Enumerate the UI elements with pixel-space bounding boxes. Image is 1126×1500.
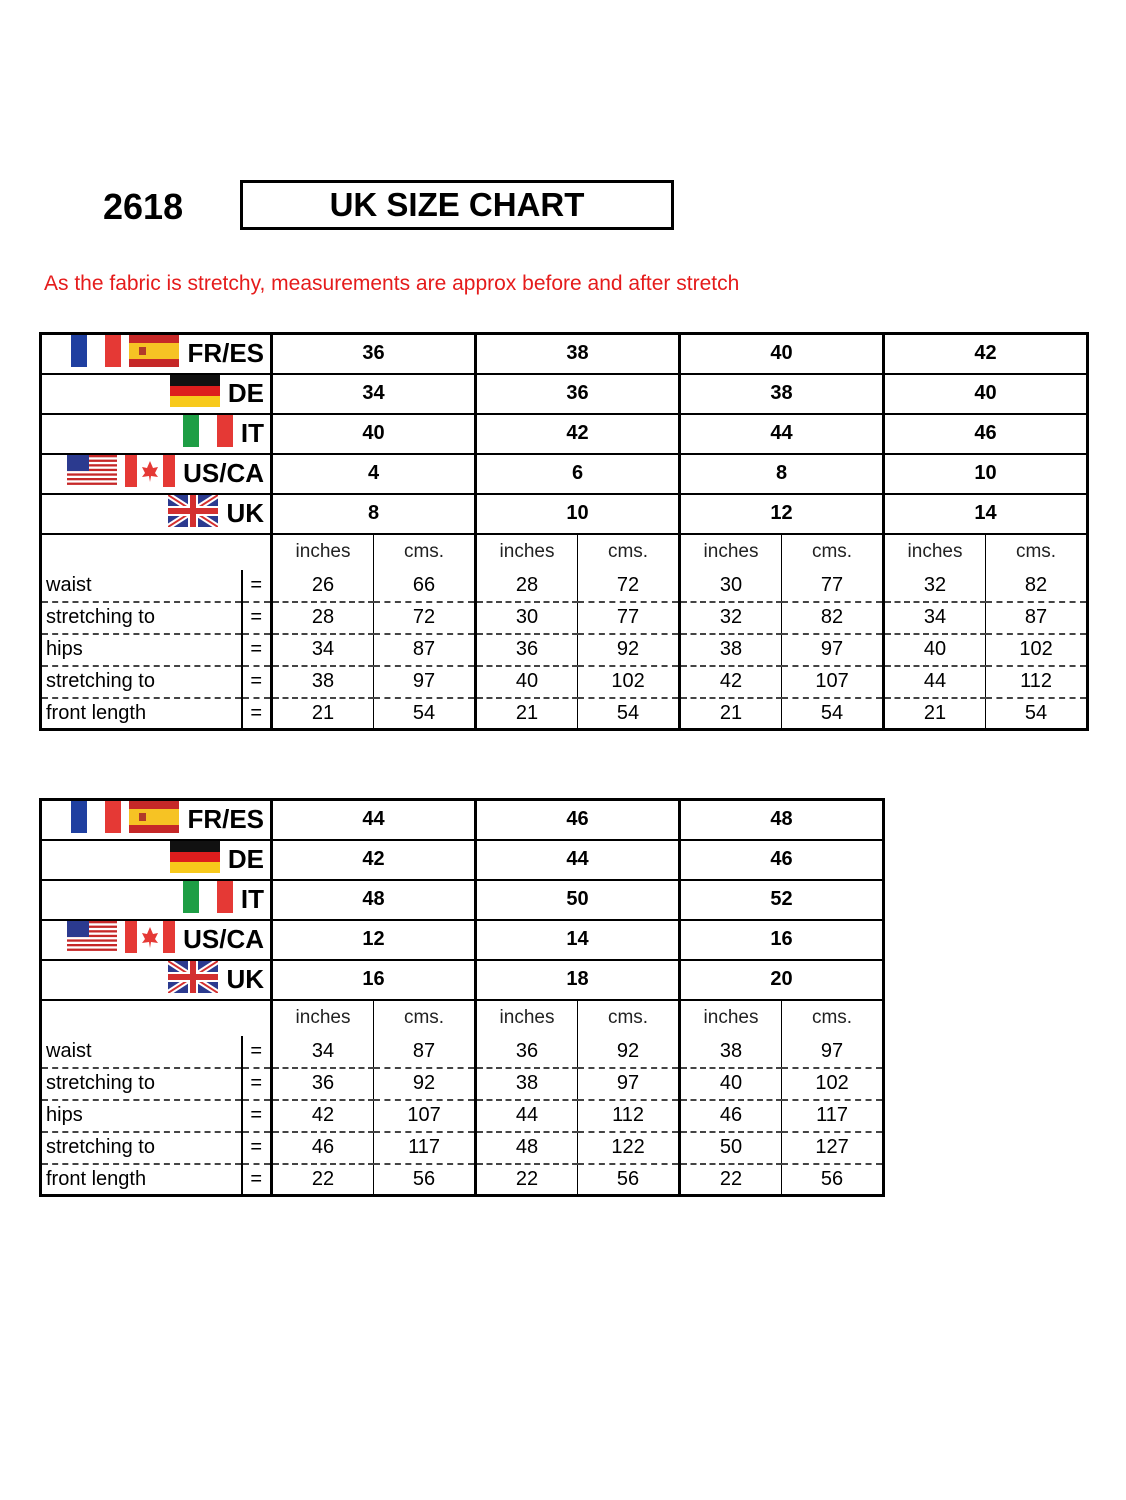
region-name: UK — [226, 964, 265, 994]
size-value: 12 — [680, 494, 884, 534]
equals-sign: = — [242, 634, 272, 666]
equals-sign: = — [242, 1068, 272, 1100]
size-value: 38 — [680, 374, 884, 414]
region-label-cell — [41, 374, 272, 414]
measurement-label: stretching to — [41, 1132, 242, 1164]
measurement-cms: 82 — [986, 570, 1088, 602]
region-row-it — [41, 414, 1088, 454]
measurement-cms: 117 — [374, 1132, 476, 1164]
size-value: 44 — [476, 840, 680, 880]
measurement-inches: 50 — [680, 1132, 782, 1164]
measurement-inches: 21 — [680, 698, 782, 730]
measurement-inches: 48 — [476, 1132, 578, 1164]
size-value: 8 — [272, 494, 476, 534]
size-value: 50 — [476, 880, 680, 920]
region-name: UK — [226, 498, 265, 528]
region-row-de — [41, 840, 884, 880]
measurement-inches: 42 — [680, 666, 782, 698]
measurement-label: waist — [41, 570, 242, 602]
unit-header-blank — [41, 1000, 272, 1036]
unit-cms-label: cms. — [374, 534, 476, 570]
size-value: 52 — [680, 880, 884, 920]
measurement-cms: 92 — [578, 634, 680, 666]
region-row-fr-es — [41, 800, 884, 840]
measurement-label: front length — [41, 698, 242, 730]
size-value: 6 — [476, 454, 680, 494]
measurement-cms: 77 — [578, 602, 680, 634]
unit-inches-label: inches — [680, 1000, 782, 1036]
size-value: 14 — [476, 920, 680, 960]
measurement-inches: 21 — [272, 698, 374, 730]
size-value: 18 — [476, 960, 680, 1000]
measurement-cms: 92 — [374, 1068, 476, 1100]
measurement-label: stretching to — [41, 666, 242, 698]
measurement-label: waist — [41, 1036, 242, 1068]
measurement-cms: 87 — [374, 634, 476, 666]
measurement-cms: 112 — [578, 1100, 680, 1132]
measurement-row — [41, 698, 1088, 730]
size-value: 34 — [272, 374, 476, 414]
unit-cms-label: cms. — [1015, 541, 1057, 562]
size-value: 42 — [476, 414, 680, 454]
chart-title: UK SIZE CHART — [240, 180, 674, 230]
flag-spain-icon — [129, 335, 179, 372]
size-table-2 — [39, 798, 885, 1197]
measurement-cms: 72 — [374, 602, 476, 634]
measurement-row — [41, 570, 1088, 602]
flag-uk-icon — [168, 961, 218, 998]
equals-sign: = — [242, 602, 272, 634]
measurement-cms: 56 — [374, 1164, 476, 1196]
region-row-us-ca — [41, 920, 884, 960]
size-table-1 — [39, 332, 1089, 731]
measurement-inches: 46 — [272, 1132, 374, 1164]
size-value: 12 — [272, 920, 476, 960]
unit-inches-label: inches — [272, 1000, 374, 1036]
equals-sign: = — [242, 1036, 272, 1068]
region-label-cell — [41, 840, 272, 880]
size-value: 44 — [272, 800, 476, 840]
region-label-cell — [41, 880, 272, 920]
equals-sign: = — [242, 1132, 272, 1164]
measurement-inches: 40 — [476, 666, 578, 698]
measurement-inches: 38 — [476, 1068, 578, 1100]
measurement-label: stretching to — [41, 602, 242, 634]
measurement-label: hips — [41, 634, 242, 666]
equals-sign: = — [242, 1100, 272, 1132]
measurement-inches: 44 — [884, 666, 986, 698]
size-value: 10 — [476, 494, 680, 534]
measurement-label: stretching to — [41, 1068, 242, 1100]
unit-cms-label: cms. — [811, 1007, 853, 1028]
region-name: DE — [227, 378, 265, 408]
flag-canada-icon — [125, 921, 175, 958]
equals-sign: = — [242, 666, 272, 698]
size-value: 8 — [680, 454, 884, 494]
flag-germany-icon — [170, 375, 220, 412]
measurement-label: front length — [41, 1164, 242, 1196]
measurement-inches: 46 — [680, 1100, 782, 1132]
region-name: US/CA — [183, 458, 265, 488]
flag-france-icon — [71, 801, 121, 838]
flag-canada-icon — [125, 455, 175, 492]
product-code: 2618 — [103, 186, 184, 227]
region-row-fr-es — [41, 334, 1088, 374]
size-value: 42 — [272, 840, 476, 880]
flag-spain-icon — [129, 801, 179, 838]
region-label-cell — [41, 920, 272, 960]
measurement-inches: 21 — [884, 698, 986, 730]
unit-header-row — [41, 1000, 884, 1036]
measurement-inches: 22 — [680, 1164, 782, 1196]
region-label-cell — [41, 494, 272, 534]
size-value: 16 — [272, 960, 476, 1000]
measurement-inches: 26 — [272, 570, 374, 602]
measurement-cms: 87 — [374, 1036, 476, 1068]
measurement-inches: 36 — [476, 1036, 578, 1068]
measurement-inches: 32 — [884, 570, 986, 602]
measurement-cms: 102 — [578, 666, 680, 698]
size-value: 14 — [884, 494, 1088, 534]
measurement-inches: 21 — [476, 698, 578, 730]
unit-inches-label: inches — [884, 534, 986, 570]
size-value: 36 — [476, 374, 680, 414]
measurement-row — [41, 666, 1088, 698]
flag-germany-icon — [170, 841, 220, 878]
measurement-inches: 38 — [272, 666, 374, 698]
measurement-cms: 97 — [578, 1068, 680, 1100]
region-label-cell — [41, 414, 272, 454]
region-row-de — [41, 374, 1088, 414]
measurement-cms: 97 — [782, 1036, 884, 1068]
flag-italy-icon — [183, 881, 233, 918]
measurement-row — [41, 634, 1088, 666]
size-value: 48 — [272, 880, 476, 920]
region-label-cell — [41, 334, 272, 374]
measurement-inches: 34 — [272, 1036, 374, 1068]
region-name: US/CA — [183, 924, 265, 954]
size-value: 40 — [884, 374, 1088, 414]
stretch-note: As the fabric is stretchy, measurements are approx before and after stretch — [44, 272, 740, 295]
size-value: 40 — [680, 334, 884, 374]
region-row-uk — [41, 494, 1088, 534]
measurement-cms: 56 — [578, 1164, 680, 1196]
flag-usa-icon — [67, 921, 117, 958]
measurement-cms: 107 — [782, 666, 884, 698]
unit-header-row — [41, 534, 1088, 570]
region-row-uk — [41, 960, 884, 1000]
equals-sign: = — [242, 698, 272, 730]
measurement-cms: 54 — [578, 698, 680, 730]
size-value: 36 — [272, 334, 476, 374]
measurement-inches: 40 — [680, 1068, 782, 1100]
equals-sign: = — [242, 570, 272, 602]
flag-uk-icon — [168, 495, 218, 532]
measurement-inches: 44 — [476, 1100, 578, 1132]
measurement-inches: 36 — [476, 634, 578, 666]
measurement-row — [41, 602, 1088, 634]
flag-italy-icon — [183, 415, 233, 452]
measurement-cms: 87 — [986, 602, 1088, 634]
measurement-inches: 36 — [272, 1068, 374, 1100]
size-value: 38 — [476, 334, 680, 374]
size-value: 40 — [272, 414, 476, 454]
size-value: 44 — [680, 414, 884, 454]
unit-inches-label: inches — [272, 534, 374, 570]
measurement-inches: 42 — [272, 1100, 374, 1132]
flag-france-icon — [71, 335, 121, 372]
measurement-row — [41, 1164, 884, 1196]
measurement-row — [41, 1068, 884, 1100]
measurement-cms: 97 — [782, 634, 884, 666]
measurement-inches: 30 — [476, 602, 578, 634]
region-name: IT — [240, 884, 265, 914]
unit-cms-label: cms. — [782, 534, 884, 570]
measurement-inches: 38 — [680, 634, 782, 666]
unit-inches-label: inches — [476, 534, 578, 570]
measurement-inches: 40 — [884, 634, 986, 666]
measurement-row — [41, 1036, 884, 1068]
measurement-cms: 112 — [986, 666, 1088, 698]
measurement-inches: 38 — [680, 1036, 782, 1068]
size-value: 46 — [476, 800, 680, 840]
measurement-cms: 102 — [986, 634, 1088, 666]
measurement-row — [41, 1100, 884, 1132]
measurement-inches: 28 — [272, 602, 374, 634]
region-label-cell — [41, 800, 272, 840]
measurement-inches: 30 — [680, 570, 782, 602]
measurement-cms: 122 — [578, 1132, 680, 1164]
size-value: 20 — [680, 960, 884, 1000]
size-value: 46 — [884, 414, 1088, 454]
size-value: 4 — [272, 454, 476, 494]
unit-cms-label: cms. — [578, 1000, 680, 1036]
measurement-cms: 72 — [578, 570, 680, 602]
measurement-inches: 34 — [272, 634, 374, 666]
measurement-inches: 22 — [272, 1164, 374, 1196]
measurement-row — [41, 1132, 884, 1164]
region-name: IT — [240, 418, 265, 448]
size-value: 42 — [884, 334, 1088, 374]
measurement-cms: 66 — [374, 570, 476, 602]
measurement-cms: 54 — [374, 698, 476, 730]
measurement-label: hips — [41, 1100, 242, 1132]
measurement-cms: 54 — [782, 698, 884, 730]
region-name: FR/ES — [187, 338, 265, 369]
measurement-cms: 92 — [578, 1036, 680, 1068]
measurement-cms: 97 — [374, 666, 476, 698]
flag-usa-icon — [67, 455, 117, 492]
equals-sign: = — [242, 1164, 272, 1196]
measurement-inches: 34 — [884, 602, 986, 634]
unit-cms-label: cms. — [374, 1000, 476, 1036]
region-row-us-ca — [41, 454, 1088, 494]
size-value: 46 — [680, 840, 884, 880]
unit-inches-label: inches — [476, 1000, 578, 1036]
measurement-inches: 28 — [476, 570, 578, 602]
unit-header-blank — [41, 534, 272, 570]
measurement-cms: 107 — [374, 1100, 476, 1132]
size-value: 48 — [680, 800, 884, 840]
measurement-cms: 82 — [782, 602, 884, 634]
region-row-it — [41, 880, 884, 920]
measurement-cms: 127 — [782, 1132, 884, 1164]
region-label-cell — [41, 960, 272, 1000]
measurement-cms: 117 — [782, 1100, 884, 1132]
region-label-cell — [41, 454, 272, 494]
measurement-cms: 56 — [820, 1167, 844, 1190]
unit-cms-label: cms. — [578, 534, 680, 570]
unit-inches-label: inches — [680, 534, 782, 570]
size-value: 16 — [680, 920, 884, 960]
size-value: 10 — [884, 454, 1088, 494]
region-name: DE — [227, 844, 265, 874]
measurement-inches: 32 — [680, 602, 782, 634]
measurement-cms: 54 — [1024, 701, 1048, 724]
measurement-cms: 102 — [782, 1068, 884, 1100]
measurement-cms: 77 — [782, 570, 884, 602]
region-name: FR/ES — [187, 804, 265, 835]
measurement-inches: 22 — [476, 1164, 578, 1196]
